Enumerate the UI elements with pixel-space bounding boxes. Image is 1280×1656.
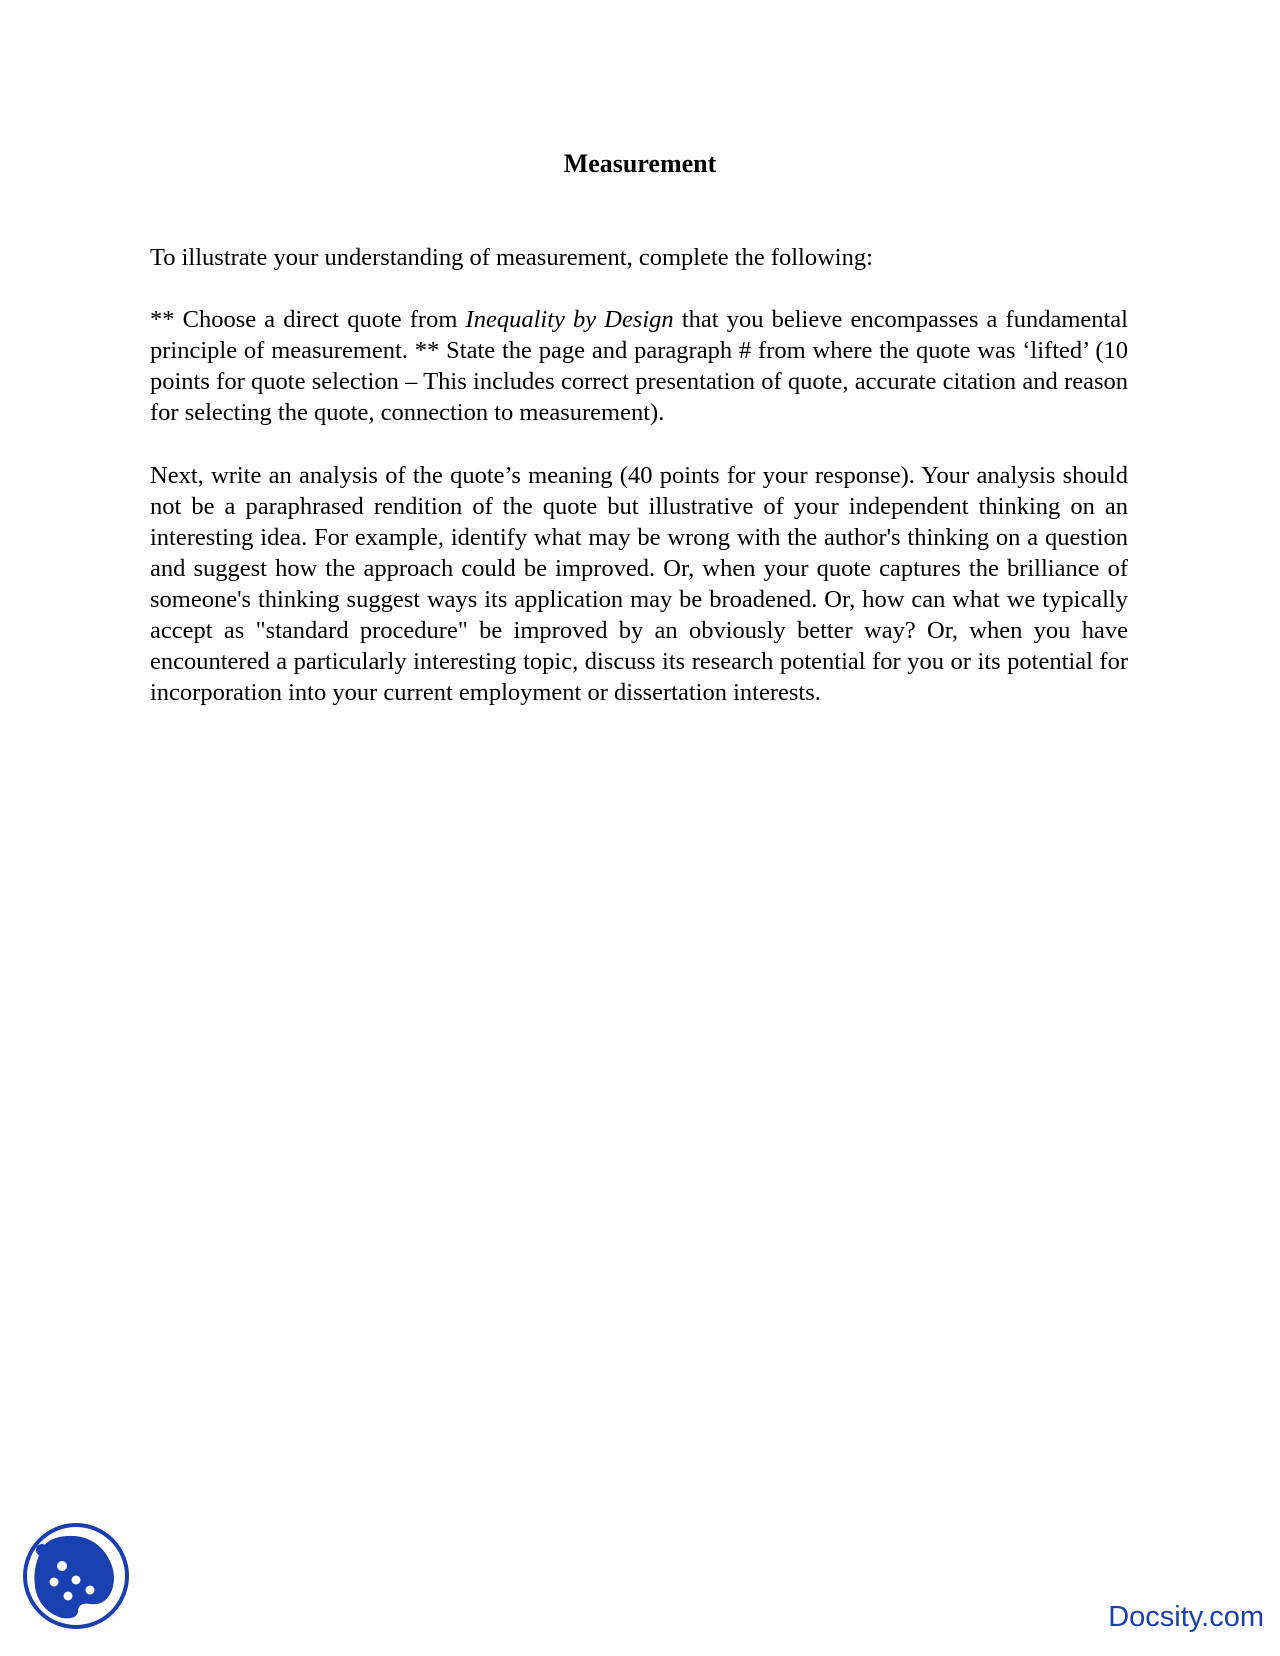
analysis-instructions-paragraph: Next, write an analysis of the quote’s meaning (40 points for your response). Your analysis should not be a paraphrased rendition of the quote but illustrative of your independent thinking on an interesting idea. For example, identify what may be wrong with the author's thinking on a question and suggest how the approach could be improved. Or, when your quote captures the brilliance of someone's thinking suggest ways its application may be broadened. Or, how can what we typically accept as "standard procedure" be improved by an obviously better way? Or, when you have encountered a particularly interesting topic, discuss its research potential for you or its potential for incorporation into your current employment or dissertation interests. [150, 462, 1128, 706]
para1-rest: that you believe encompasses a fundamental principle of measurement. ** State the page and paragraph # from where the quote was ‘lifted’ (10 points for quote selection – This includes correct presentation of quote, accurate citation and reason for selecting the quote, connection to measurement). [150, 306, 1128, 426]
document-title: Measurement [563, 149, 717, 178]
docsity-brand-link[interactable]: Docsity.com [1108, 1601, 1264, 1633]
quote-instructions-paragraph [150, 304, 1128, 428]
intro-paragraph: To illustrate your understanding of measurement, complete the following: [150, 244, 873, 271]
para1-lead: ** Choose a direct quote from [150, 306, 466, 333]
book-title: Inequality by Design [465, 306, 674, 333]
docsity-logo-icon [20, 1520, 132, 1632]
